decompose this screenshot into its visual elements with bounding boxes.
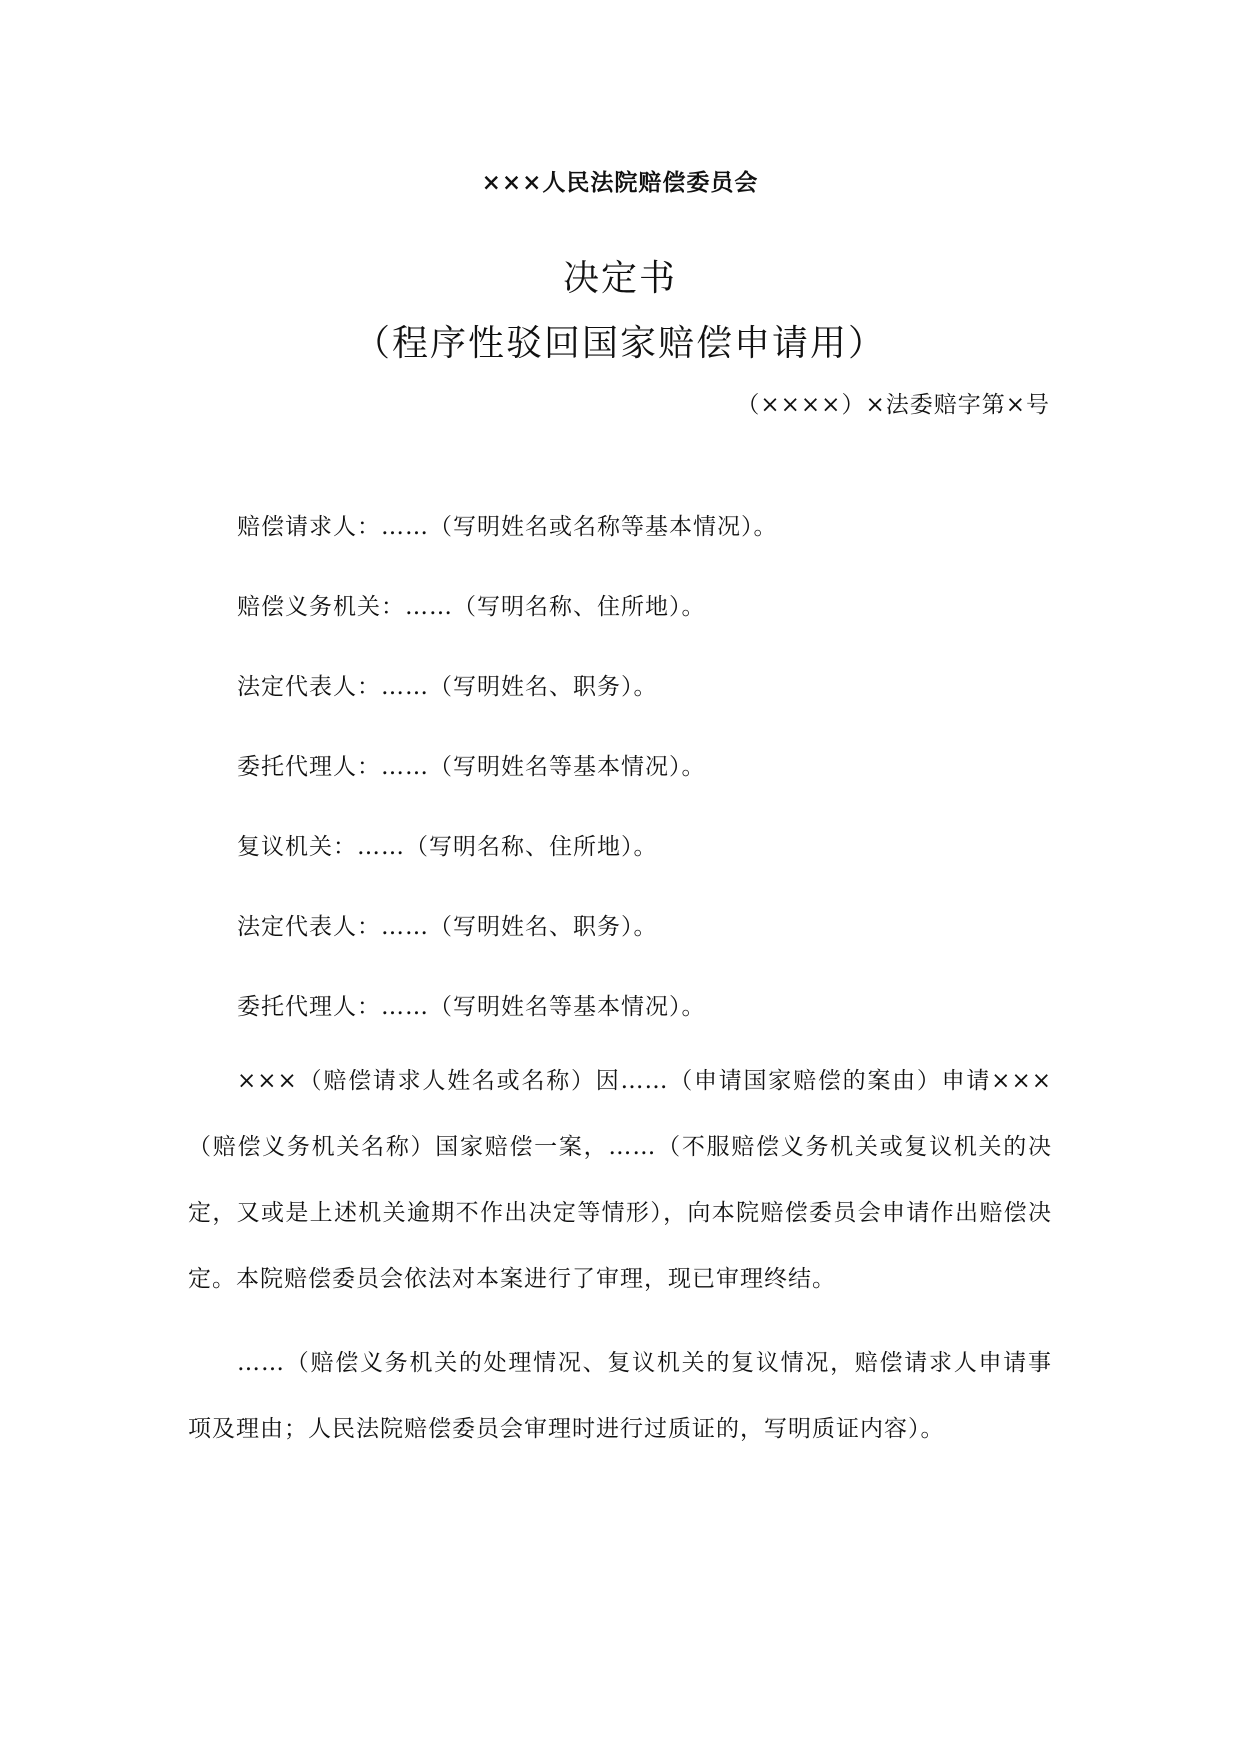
party-obligor-agent: 委托代理人：……（写明姓名等基本情况）。: [237, 754, 706, 780]
document-title: 决定书: [562, 258, 677, 299]
court-name: ×××人民法院赔偿委员会: [481, 169, 759, 196]
case-number: （××××）×法委赔字第×号: [736, 392, 1050, 418]
party-review-legal-representative: 法定代表人：……（写明姓名、职务）。: [237, 914, 658, 940]
party-review-agent: 委托代理人：……（写明姓名等基本情况）。: [237, 994, 706, 1020]
party-obligor-agency: 赔偿义务机关：……（写明名称、住所地）。: [237, 594, 706, 620]
body-paragraph-proceedings: ……（赔偿义务机关的处理情况、复议机关的复议情况，赔偿请求人申请事项及理由；人民法院赔偿委员会审理时进行过质证的，写明质证内容）。: [188, 1350, 1052, 1442]
party-obligor-legal-representative: 法定代表人：……（写明姓名、职务）。: [237, 674, 658, 700]
party-review-agency: 复议机关：……（写明名称、住所地）。: [237, 834, 658, 860]
document-subtitle: （程序性驳回国家赔偿申请用）: [353, 323, 886, 364]
party-claimant: 赔偿请求人：……（写明姓名或名称等基本情况）。: [237, 514, 778, 540]
body-paragraph-case-summary: ×××（赔偿请求人姓名或名称）因……（申请国家赔偿的案由）申请×××（赔偿义务机关名称）国家赔偿一案，……（不服赔偿义务机关或复议机关的决定，又或是上述机关逾期不作出决定等情形），向本院赔偿委员会申请作出赔偿决定。本院赔偿委员会依法对本案进行了审理，现已审理终结。: [188, 1068, 1052, 1292]
